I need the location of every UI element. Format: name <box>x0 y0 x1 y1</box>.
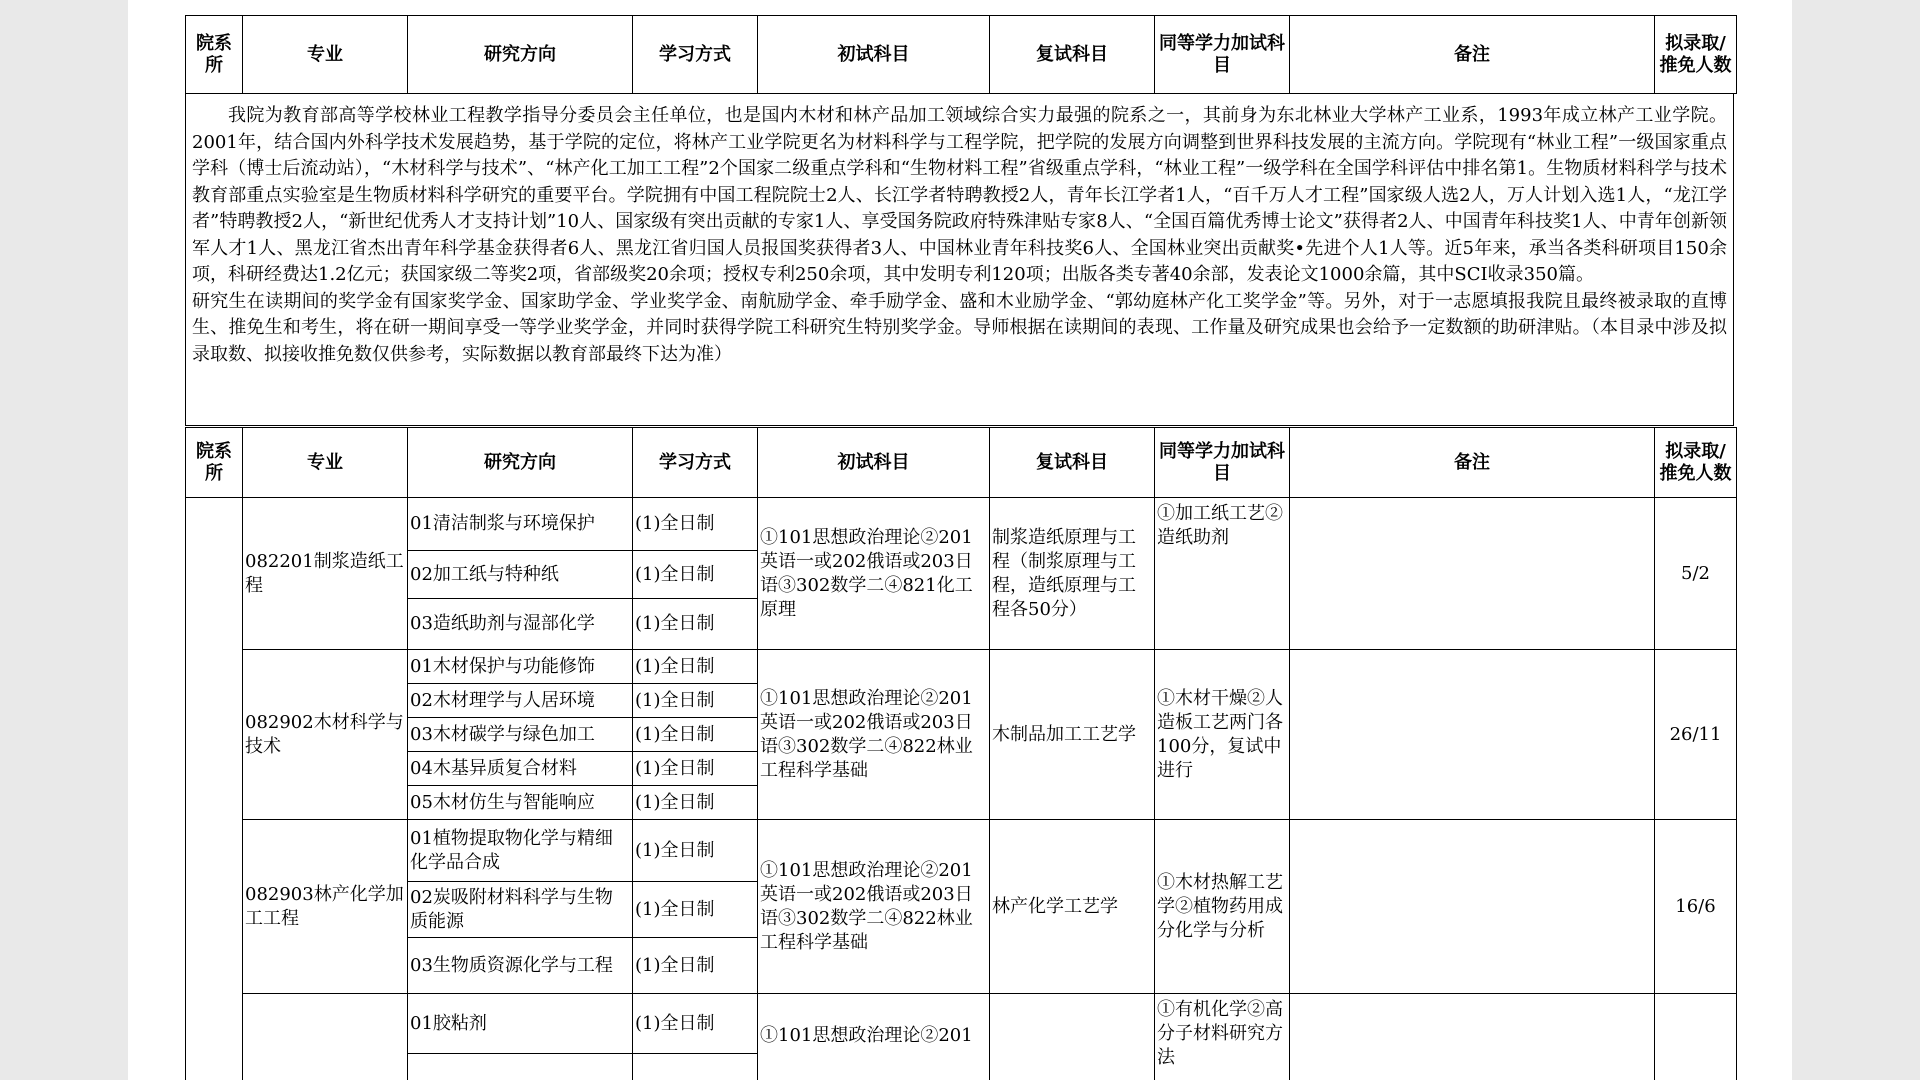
first-exam-cell: ①101思想政治理论②201英语一或202俄语或203日语③302数学二④821化工原理 <box>758 498 990 650</box>
intro-paragraph-1: 我院为教育部高等学校林业工程教学指导分委员会主任单位，也是国内木材和林产品加工领域综合实力最强的院系之一，其前身为东北林业大学林产工业系，1993年成立林产工业学院。2001年，结合国内外科学技术发展趋势，基于学院的定位，将林产工业学院更名为材料科学与工程学院，把学院的发展方向调整到世界科技发展的主流方向。学院现有“林业工程”一级国家重点学科（博士后流动站），“木材科学与技术”、“林产化工加工工程”2个国家二级重点学科和“生物材料工程”省级重点学科，“林业工程”一级学科在全国学科评估中排名第1。生物质材料科学与技术教育部重点实验室是生物质材料科学研究的重要平台。学院拥有中国工程院院士2人、长江学者特聘教授2人，青年长江学者1人，“百千万人才工程”国家级人选2人，万人计划入选1人，“龙江学者”特聘教授2人，“新世纪优秀人才支持计划”10人、国家级有突出贡献的专家1人、享受国务院政府特殊津贴专家8人、“全国百篇优秀博士论文”获得者2人、中国青年科技奖1人、中青年创新领军人才1人、黑龙江省杰出青年科学基金获得者6人、黑龙江省归国人员报国奖获得者3人、中国林业青年科技奖6人、全国林业突出贡献奖•先进个人1人等。近5年来，承当各类科研项目150余项，科研经费达1.2亿元；获国家级二等奖2项，省部级奖20余项；授权专利250余项，其中发明专利120项；出版各类专著40余部，发表论文1000余篇，其中SCI收录350篇。 <box>192 105 1727 285</box>
direction-cell: 01清洁制浆与环境保护 <box>408 498 633 551</box>
quota-cell <box>1655 994 1737 1080</box>
remarks-cell <box>1290 820 1655 994</box>
study-mode-cell: (1)全日制 <box>633 684 758 718</box>
study-mode-cell: (1)全日制 <box>633 498 758 551</box>
catalog-sheet <box>185 0 1736 1080</box>
study-mode-cell: (1)全日制 <box>633 820 758 882</box>
first-exam-cell: ①101思想政治理论②201英语一或202俄语或203日语③302数学二④822林业工程科学基础 <box>758 820 990 994</box>
extra-exam-cell: ①木材热解工艺学②植物药用成分化学与分析 <box>1155 820 1290 994</box>
col-header-remarks: 备注 <box>1290 16 1655 94</box>
retest-cell: 木制品加工工艺学 <box>990 650 1155 820</box>
college-introduction <box>185 93 1734 426</box>
direction-cell: 01植物提取物化学与精细化学品合成 <box>408 820 633 882</box>
quota-cell: 5/2 <box>1655 498 1737 650</box>
header-table-top <box>185 15 1737 94</box>
table-row <box>186 498 1737 551</box>
document-page <box>128 0 1792 1080</box>
quota-cell: 26/11 <box>1655 650 1737 820</box>
retest-cell: 制浆造纸原理与工程（制浆原理与工程，造纸原理与工程各50分） <box>990 498 1155 650</box>
col-header-remarks: 备注 <box>1290 428 1655 498</box>
direction-cell: 01胶粘剂 <box>408 994 633 1054</box>
table-row <box>186 820 1737 882</box>
col-header-first-exam: 初试科目 <box>758 16 990 94</box>
col-header-study-mode: 学习方式 <box>633 428 758 498</box>
col-header-dept: 院系所 <box>186 428 243 498</box>
study-mode-cell: (1)全日制 <box>633 650 758 684</box>
direction-cell: 03造纸助剂与湿部化学 <box>408 599 633 650</box>
retest-cell <box>990 994 1155 1080</box>
intro-paragraph-2: 研究生在读期间的奖学金有国家奖学金、国家助学金、学业奖学金、南航励学金、牵手励学金、盛和木业励学金、“郭幼庭林产化工奖学金”等。另外，对于一志愿填报我院且最终被录取的直博生、推免生和考生，将在研一期间享受一等学业奖学金，并同时获得学院工科研究生特别奖学金。导师根据在读期间的表现、工作量及研究成果也会给予一定数额的助研津贴。（本目录中涉及拟录取数、拟接收推免数仅供参考，实际数据以教育部最终下达为准） <box>192 290 1727 365</box>
col-header-quota: 拟录取/推免人数 <box>1655 16 1737 94</box>
study-mode-cell: (1)全日制 <box>633 882 758 938</box>
dept-cell <box>186 498 243 1080</box>
major-cell: 082201制浆造纸工程 <box>243 498 408 650</box>
direction-cell: 02加工纸与特种纸 <box>408 551 633 599</box>
col-header-major: 专业 <box>243 16 408 94</box>
study-mode-cell: (1)全日制 <box>633 599 758 650</box>
col-header-direction: 研究方向 <box>408 16 633 94</box>
study-mode-cell: (1)全日制 <box>633 994 758 1054</box>
col-header-retest: 复试科目 <box>990 16 1155 94</box>
table-row <box>186 994 1737 1054</box>
direction-cell: 02炭吸附材料科学与生物质能源 <box>408 882 633 938</box>
direction-cell: 04木基异质复合材料 <box>408 752 633 786</box>
quota-cell: 16/6 <box>1655 820 1737 994</box>
direction-cell: 02木材理学与人居环境 <box>408 684 633 718</box>
col-header-quota: 拟录取/推免人数 <box>1655 428 1737 498</box>
direction-cell: 05木材仿生与智能响应 <box>408 786 633 820</box>
col-header-major: 专业 <box>243 428 408 498</box>
major-cell <box>243 994 408 1080</box>
col-header-retest: 复试科目 <box>990 428 1155 498</box>
major-cell: 082903林产化学加工工程 <box>243 820 408 994</box>
study-mode-cell: (1)全日制 <box>633 752 758 786</box>
col-header-extra-exam: 同等学力加试科目 <box>1155 428 1290 498</box>
retest-cell: 林产化学工艺学 <box>990 820 1155 994</box>
col-header-study-mode: 学习方式 <box>633 16 758 94</box>
extra-exam-cell: ①有机化学②高分子材料研究方法 <box>1155 994 1290 1080</box>
program-table <box>185 427 1737 1080</box>
extra-exam-cell: ①木材干燥②人造板工艺两门各100分，复试中进行 <box>1155 650 1290 820</box>
first-exam-cell: ①101思想政治理论②201英语一或202俄语或203日语③302数学二④822林业工程科学基础 <box>758 650 990 820</box>
study-mode-cell: (1)全日制 <box>633 551 758 599</box>
direction-cell: 03生物质资源化学与工程 <box>408 938 633 994</box>
remarks-cell <box>1290 498 1655 650</box>
remarks-cell <box>1290 650 1655 820</box>
col-header-direction: 研究方向 <box>408 428 633 498</box>
col-header-dept: 院系所 <box>186 16 243 94</box>
extra-exam-cell: ①加工纸工艺②造纸助剂 <box>1155 498 1290 650</box>
remarks-cell <box>1290 994 1655 1080</box>
table-row <box>186 650 1737 684</box>
first-exam-cell: ①101思想政治理论②201 <box>758 994 990 1080</box>
study-mode-cell: (1)全日制 <box>633 938 758 994</box>
col-header-extra-exam: 同等学力加试科目 <box>1155 16 1290 94</box>
direction-cell: 03木材碳学与绿色加工 <box>408 718 633 752</box>
study-mode-cell: (1)全日制 <box>633 718 758 752</box>
direction-cell <box>408 1054 633 1080</box>
direction-cell: 01木材保护与功能修饰 <box>408 650 633 684</box>
study-mode-cell <box>633 1054 758 1080</box>
major-cell: 082902木材科学与技术 <box>243 650 408 820</box>
col-header-first-exam: 初试科目 <box>758 428 990 498</box>
study-mode-cell: (1)全日制 <box>633 786 758 820</box>
